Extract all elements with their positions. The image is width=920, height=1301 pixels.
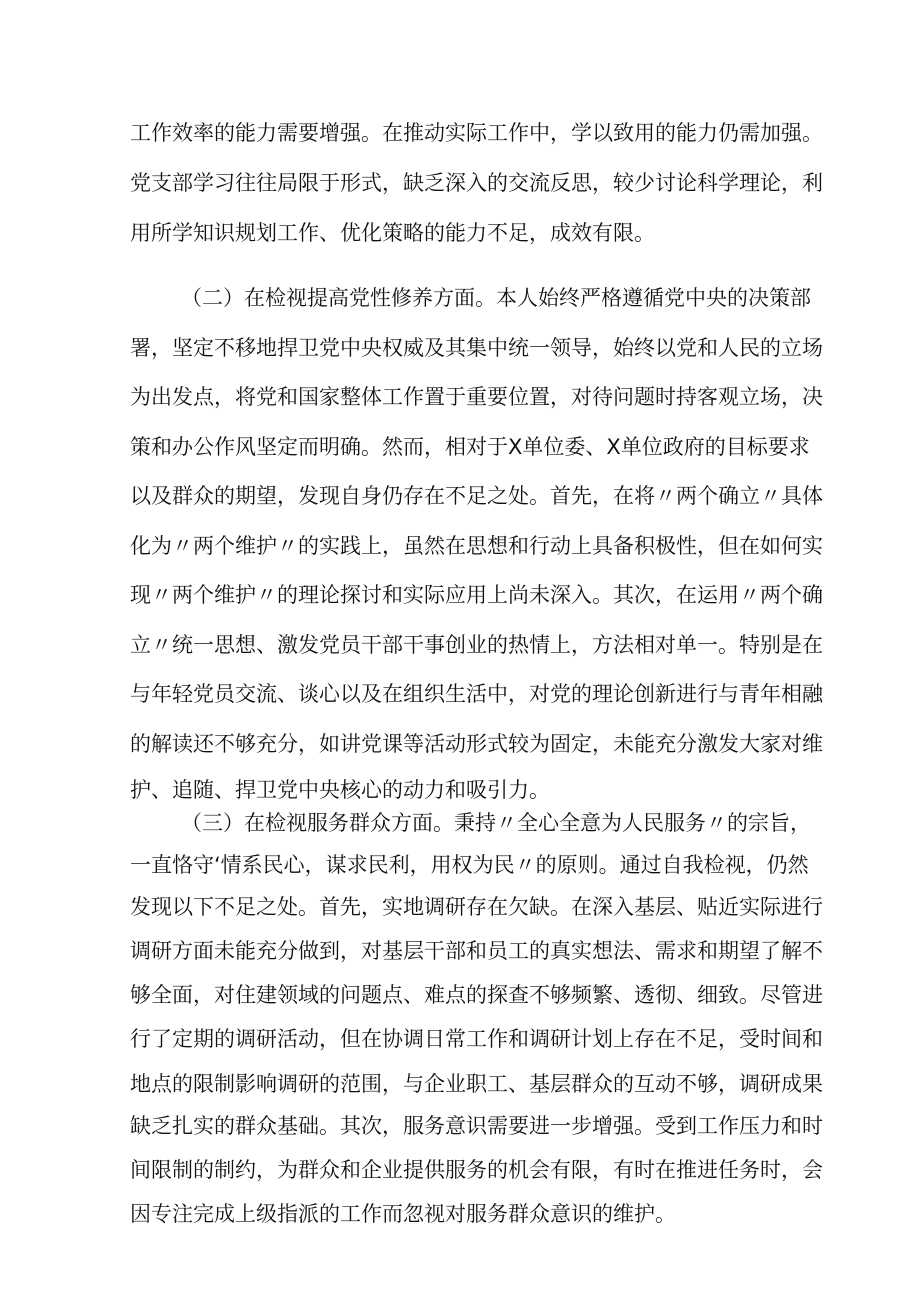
text-line: 化为〃两个维护〃的实践上，虽然在思想和行动上具备积极性，但在如何实 <box>130 534 823 558</box>
text-line: 护、追随、捍卫党中央核心的动力和吸引力。 <box>130 778 550 802</box>
text-line: 为出发点，将党和国家整体工作置于重要位置，对待问题时持客观立场，决 <box>130 385 823 409</box>
text-line: （二）在检视提高党性修养方面。本人始终严格遵循党中央的决策部 <box>181 286 811 310</box>
text-line: 用所学知识规划工作、优化策略的能力不足，成效有限。 <box>130 221 655 245</box>
text-line: 一直恪守‘情系民心，谋求民利，用权为民〃的原则。通过自我检视，仍然 <box>130 853 809 877</box>
text-line: 的解读还不够充分，如讲党课等活动形式较为固定，未能充分激发大家对维 <box>130 732 823 756</box>
text-line: （三）在检视服务群众方面。秉持〃全心全意为人民服务〃的宗旨， <box>181 811 811 835</box>
text-line: 发现以下不足之处。首先，实地调研存在欠缺。在深入基层、贴近实际进行 <box>130 895 823 919</box>
text-line: 立〃统一思想、激发党员干部干事创业的热情上，方法相对单一。特别是在 <box>130 633 823 657</box>
text-line: 缺乏扎实的群众基础。其次，服务意识需要进一步增强。受到工作压力和时 <box>130 1114 823 1138</box>
text-line: 地点的限制影响调研的范围，与企业职工、基层群众的互动不够，调研成果 <box>130 1072 823 1096</box>
text-line: 因专注完成上级指派的工作而忽视对服务群众意识的维护。 <box>130 1202 676 1226</box>
text-line: 党支部学习往往局限于形式，缺乏深入的交流反思，较少讨论科学理论，利 <box>130 171 823 195</box>
text-line: 行了定期的调研活动，但在协调日常工作和调研计划上存在不足，受时间和 <box>130 1027 823 1051</box>
text-line: 调研方面未能充分做到，对基层干部和员工的真实想法、需求和期望了解不 <box>130 939 823 963</box>
text-line: 间限制的制约，为群众和企业提供服务的机会有限，有时在推进任务时，会 <box>130 1158 823 1182</box>
text-line: 与年轻党员交流、谈心以及在组织生活中，对党的理论创新进行与青年相融 <box>130 682 823 706</box>
text-line: 署，坚定不移地捍卫党中央权威及其集中统一领导，始终以党和人民的立场 <box>130 336 823 360</box>
text-line: 工作效率的能力需要增强。在推动实际工作中，学以致用的能力仍需加强。 <box>130 121 823 145</box>
text-line: 现〃两个维护〃的理论探讨和实际应用上尚未深入。其次，在运用〃两个确 <box>130 583 823 607</box>
text-line: 够全面，对住建领域的问题点、难点的探查不够频繁、透彻、细致。尽管进 <box>130 983 823 1007</box>
text-line: 以及群众的期望，发现自身仍存在不足之处。首先，在将〃两个确立〃具体 <box>130 484 823 508</box>
text-line: 策和办公作风坚定而明确。然而，相对于X单位委、X单位政府的目标要求 <box>130 435 810 459</box>
